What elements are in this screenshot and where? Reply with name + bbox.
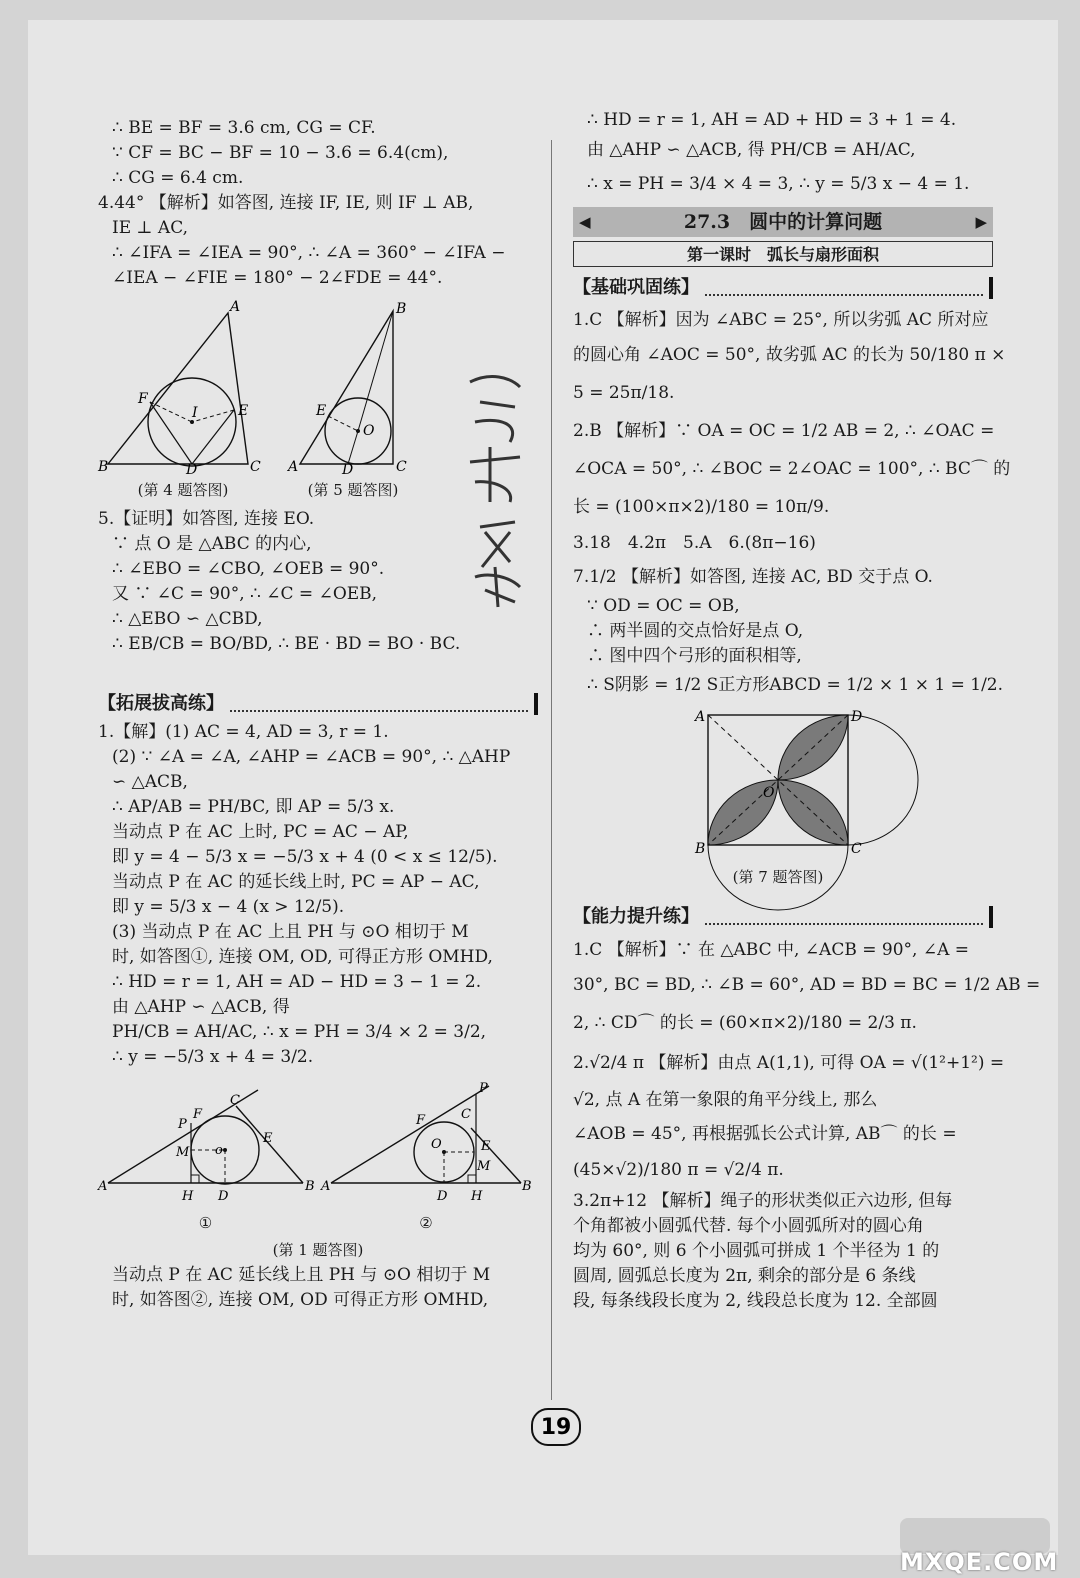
text-line: 30°, BC = BD, ∴ ∠B = 60°, AD = BD = BC = 1/2 AB =: [573, 975, 1041, 995]
svg-text:D: D: [851, 709, 863, 725]
page-number: 19: [531, 1408, 581, 1446]
text-line: 1.C 【解析】∵ 在 △ABC 中, ∠ACB = 90°, ∠A =: [573, 940, 969, 960]
text-line: PH/CB = AH/AC, ∴ x = PH = 3/4 × 2 = 3/2,: [112, 1022, 487, 1042]
column-divider: [551, 140, 552, 1400]
left-column: [98, 116, 538, 1313]
svg-text:H: H: [182, 1189, 194, 1204]
section-title: 【基础巩固练】: [573, 277, 699, 298]
figure-5-svg: [288, 299, 418, 478]
svg-text:A: A: [695, 709, 706, 725]
svg-text:A: A: [98, 1179, 108, 1194]
svg-text:C: C: [851, 841, 862, 857]
svg-text:F: F: [416, 1113, 426, 1128]
right-column: [573, 108, 1041, 1314]
svg-text:D: D: [218, 1189, 229, 1204]
text-line: ∵ OD = OC = OB,: [587, 596, 740, 616]
text-line: 5 = 25π/18.: [573, 383, 675, 403]
figure-4: [98, 295, 268, 503]
svg-text:E: E: [481, 1139, 491, 1154]
text-line: 当动点 P 在 AC 的延长线上时, PC = AP − AC,: [112, 872, 480, 892]
section-nengli: [573, 904, 993, 929]
text-line: 段, 每条线段长度为 2, 线段总长度为 12. 全部圆: [573, 1291, 938, 1311]
section-tuozhan: [98, 691, 538, 716]
svg-text:O: O: [363, 423, 375, 439]
svg-text:A: A: [321, 1179, 331, 1194]
svg-text:E: E: [316, 403, 327, 419]
text-line: ∴ HD = r = 1, AH = AD − HD = 3 − 1 = 2.: [112, 972, 482, 992]
text-line: 由 △AHP ∽ △ACB, 得: [112, 997, 290, 1017]
svg-text:O: O: [431, 1137, 442, 1152]
text-line: 长 = (100×π×2)/180 = 10π/9.: [573, 497, 830, 517]
svg-text:C: C: [230, 1093, 240, 1108]
text-line: 即 y = 4 − 5/3 x = −5/3 x + 4 (0 < x ≤ 12/5).: [112, 847, 498, 867]
text-line: √2, 点 A 在第一象限的角平分线上, 那么: [573, 1090, 878, 1110]
text-line: 3.18 4.2π 5.A 6.(8π−16): [573, 533, 816, 553]
section-bar: [989, 277, 993, 299]
section-jichu: [573, 275, 993, 300]
text-line: 2.B 【解析】∵ OA = OC = 1/2 AB = 2, ∴ ∠OAC =: [573, 421, 995, 441]
figure-5-caption: (第 5 题答图): [307, 481, 399, 499]
text-line: 当动点 P 在 AC 上时, PC = AC − AP,: [112, 822, 409, 842]
text-line: 1.【解】(1) AC = 4, AD = 3, r = 1.: [98, 722, 389, 742]
dotted-leader: [705, 909, 983, 925]
text-line: ∴ x = PH = 3/4 × 4 = 3, ∴ y = 5/3 x − 4 = 1.: [587, 174, 970, 194]
text-line: 1.C 【解析】因为 ∠ABC = 25°, 所以劣弧 AC 所对应: [573, 310, 989, 330]
text-line: 圆周, 圆弧总长度为 2π, 剩余的部分是 6 条线: [573, 1266, 916, 1286]
text-line: ∵ CF = BC − BF = 10 − 3.6 = 6.4(cm),: [112, 143, 449, 163]
svg-text:M: M: [477, 1159, 491, 1174]
svg-text:F: F: [138, 391, 148, 407]
text-line: 2.√2/4 π 【解析】由点 A(1,1), 可得 OA = √(1²+1²) =: [573, 1053, 1005, 1073]
right-mid-block: [573, 304, 1011, 701]
svg-text:C: C: [461, 1107, 471, 1122]
svg-text:M: M: [176, 1145, 190, 1160]
text-line: 时, 如答图②, 连接 OM, OD 可得正方形 OMHD,: [112, 1290, 489, 1310]
svg-text:E: E: [238, 403, 249, 419]
figure-7-caption: (第 7 题答图): [732, 868, 824, 886]
text-line: ∴ ∠EBO = ∠CBO, ∠OEB = 90°.: [112, 559, 385, 579]
figure-7-svg: [693, 707, 863, 857]
text-line: ∴ BE = BF = 3.6 cm, CG = CF.: [112, 118, 376, 138]
svg-text:F: F: [193, 1107, 203, 1122]
svg-text:I: I: [192, 405, 198, 421]
right-top-block: [573, 108, 993, 201]
figure-5: [288, 295, 418, 503]
left-arrow-icon: ◀: [579, 212, 591, 231]
left-top-block: [98, 116, 538, 291]
figure-1-caption: (第 1 题答图): [272, 1241, 364, 1259]
text-line: (45×√2)/180 π = √2/4 π.: [573, 1160, 784, 1180]
text-line: ∴ 图中四个弓形的面积相等,: [587, 646, 802, 666]
svg-text:B: B: [305, 1179, 315, 1194]
handwriting-scribble: [460, 362, 540, 612]
lesson-title-bar: [573, 207, 993, 237]
figure-1a: [98, 1078, 313, 1236]
svg-text:B: B: [98, 459, 109, 475]
figure-1b: [321, 1078, 531, 1236]
text-line: 即 y = 5/3 x − 4 (x > 12/5).: [112, 897, 345, 917]
text-line: ∴ AP/AB = PH/BC, 即 AP = 5/3 x.: [112, 797, 395, 817]
section-title: 【拓展拔高练】: [98, 693, 224, 714]
right-arrow-icon: ▶: [975, 212, 987, 231]
svg-text:H: H: [471, 1189, 483, 1204]
text-line: ∠AOB = 45°, 再根据弧长公式计算, AB⌒ 的长 =: [573, 1124, 957, 1144]
text-line: ∴ y = −5/3 x + 4 = 3/2.: [112, 1047, 314, 1067]
svg-text:D: D: [437, 1189, 448, 1204]
figure-1a-svg: [98, 1078, 313, 1203]
svg-text:O: O: [763, 785, 775, 801]
section-title: 【能力提升练】: [573, 906, 699, 927]
text-line: ∴ HD = r = 1, AH = AD + HD = 3 + 1 = 4.: [587, 110, 957, 130]
figure-4-svg: [98, 299, 268, 478]
svg-text:E: E: [263, 1131, 273, 1146]
text-line: ∴ EB/CB = BO/BD, ∴ BE · BD = BO · BC.: [112, 634, 461, 654]
text-line: ∴ CG = 6.4 cm.: [112, 168, 244, 188]
svg-text:A: A: [288, 459, 299, 475]
fig1-row: [98, 1078, 538, 1236]
figure-7: [573, 707, 993, 890]
svg-text:B: B: [522, 1179, 532, 1194]
text-line: 个角都被小圆弧代替. 每个小圆弧所对的圆心角: [573, 1216, 924, 1236]
text-line: 7.1/2 【解析】如答图, 连接 AC, BD 交于点 O.: [573, 567, 933, 587]
svg-text:o: o: [215, 1143, 223, 1158]
text-line: ∴ S阴影 = 1/2 S正方形ABCD = 1/2 × 1 × 1 = 1/2.: [587, 675, 1004, 695]
figure-1b-label: ②: [419, 1214, 433, 1232]
svg-text:D: D: [342, 462, 354, 478]
section-bar: [534, 693, 538, 715]
book-page: [28, 20, 1058, 1555]
section-bar: [989, 906, 993, 928]
svg-text:P: P: [479, 1081, 488, 1096]
text-line: 5.【证明】如答图, 连接 EO.: [98, 509, 315, 529]
lesson-subtitle: 第一课时 弧长与扇形面积: [686, 244, 879, 264]
svg-text:C: C: [396, 459, 407, 475]
figure-4-caption: (第 4 题答图): [137, 481, 229, 499]
lesson-title: 27.3 圆中的计算问题: [683, 210, 883, 233]
text-line: (3) 当动点 P 在 AC 上且 PH 与 ⊙O 相切于 M: [112, 922, 469, 942]
text-line: 3.2π+12 【解析】绳子的形状类似正六边形, 但每: [573, 1191, 953, 1211]
text-line: 时, 如答图①, 连接 OM, OD, 可得正方形 OMHD,: [112, 947, 493, 967]
text-line: 的圆心角 ∠AOC = 50°, 故劣弧 AC 的长为 50/180 π ×: [573, 345, 1006, 365]
text-line: ∴ 两半圆的交点恰好是点 O,: [587, 621, 804, 641]
right-bottom-block: [573, 933, 1041, 1314]
text-line: 由 △AHP ∽ △ACB, 得 PH/CB = AH/AC,: [587, 140, 916, 160]
text-line: ∵ 点 O 是 △ABC 的内心,: [112, 534, 312, 554]
watermark-text: MXQE.COM: [900, 1548, 1059, 1576]
figure-1a-label: ①: [198, 1214, 213, 1232]
text-line: ∠IEA − ∠FIE = 180° − 2∠FDE = 44°.: [112, 268, 443, 288]
text-line: (2) ∵ ∠A = ∠A, ∠AHP = ∠ACB = 90°, ∴ △AHP: [112, 747, 511, 767]
left-end-block: [98, 1263, 538, 1313]
svg-text:C: C: [250, 459, 261, 475]
text-line: 2, ∴ CD⌒ 的长 = (60×π×2)/180 = 2/3 π.: [573, 1013, 917, 1033]
text-line: ∴ △EBO ∽ △CBD,: [112, 609, 263, 629]
svg-text:B: B: [396, 301, 407, 317]
text-line: ∴ ∠IFA = ∠IEA = 90°, ∴ ∠A = 360° − ∠IFA −: [112, 243, 506, 263]
text-line: 均为 60°, 则 6 个小圆弧可拼成 1 个半径为 1 的: [573, 1241, 940, 1261]
svg-text:A: A: [230, 299, 241, 315]
svg-text:D: D: [186, 462, 198, 478]
dotted-leader: [705, 280, 983, 296]
text-line: 当动点 P 在 AC 延长线上且 PH 与 ⊙O 相切于 M: [112, 1265, 491, 1285]
lesson-subtitle-box: [573, 241, 993, 267]
text-line: 4.44° 【解析】如答图, 连接 IF, IE, 则 IF ⊥ AB,: [98, 193, 474, 213]
text-line: IE ⊥ AC,: [112, 218, 189, 238]
svg-text:B: B: [695, 841, 706, 857]
left-bottom-block: [98, 720, 538, 1070]
text-line: ∠OCA = 50°, ∴ ∠BOC = 2∠OAC = 100°, ∴ BC⌒ 的: [573, 459, 1011, 479]
text-line: 又 ∵ ∠C = 90°, ∴ ∠C = ∠OEB,: [112, 584, 378, 604]
figure-1b-svg: [321, 1078, 531, 1203]
svg-text:P: P: [178, 1117, 187, 1132]
dotted-leader: [230, 696, 528, 712]
text-line: ∽ △ACB,: [112, 772, 188, 792]
